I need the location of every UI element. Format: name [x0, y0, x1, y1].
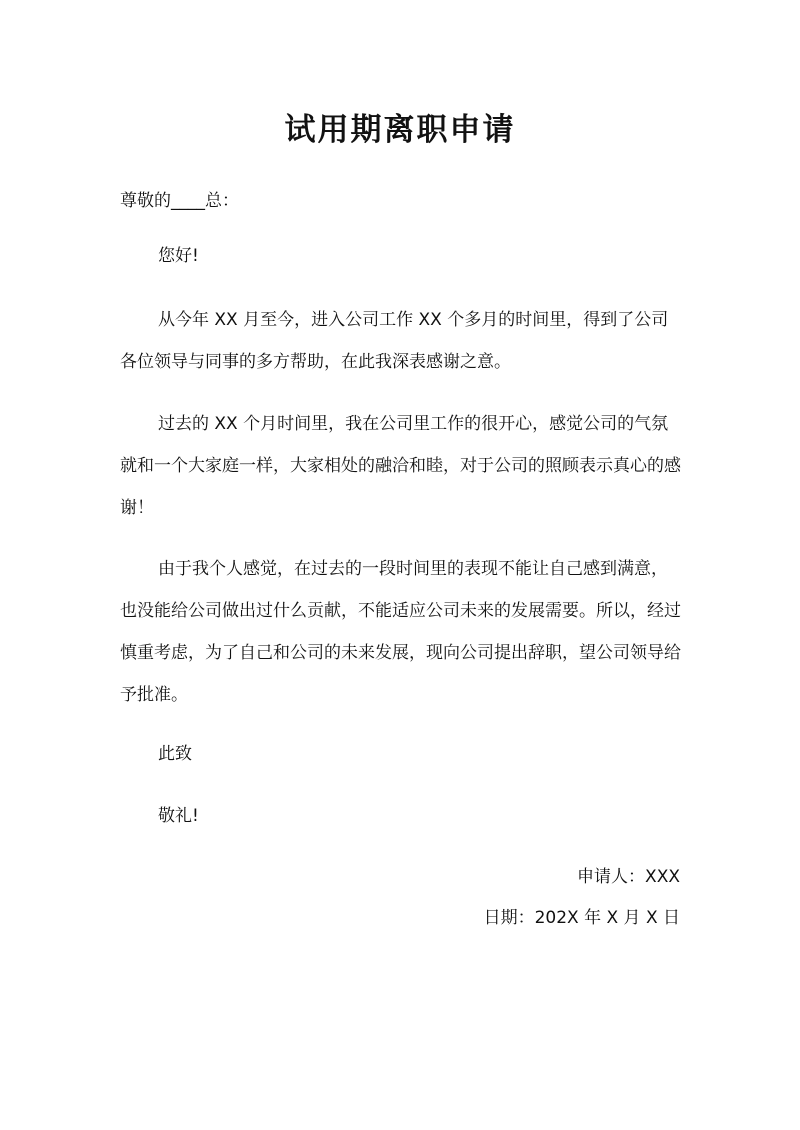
document-title: 试用期离职申请 — [284, 112, 516, 148]
closing-line-2: 敬礼! — [158, 806, 199, 826]
applicant-signature: 申请人：XXX — [577, 867, 680, 887]
paragraph-thanks: 从今年 XX 月至今，进入公司工作 XX 个多月的时间里，得到了公司各位领导与同事的多方帮助，在此我深表感谢之意。 — [120, 310, 669, 372]
salutation: 尊敬的____总： — [120, 191, 239, 211]
closing-line-1: 此致 — [158, 744, 192, 764]
application-date: 日期：202X 年 X 月 X 日 — [483, 908, 680, 928]
paragraph-reason: 由于我个人感觉，在过去的一段时间里的表现不能让自己感到满意，也没能给公司做出过什么贡献，不能适应公司未来的发展需要。所以，经过慎重考虑，为了自己和公司的未来发展，现向公司提出辞职，望公司领导给予批准。 — [120, 559, 681, 705]
greeting: 您好! — [158, 246, 199, 266]
paragraph-experience: 过去的 XX 个月时间里，我在公司里工作的很开心，感觉公司的气氛就和一个大家庭一样，大家相处的融洽和睦，对于公司的照顾表示真心的感谢！ — [120, 414, 681, 518]
